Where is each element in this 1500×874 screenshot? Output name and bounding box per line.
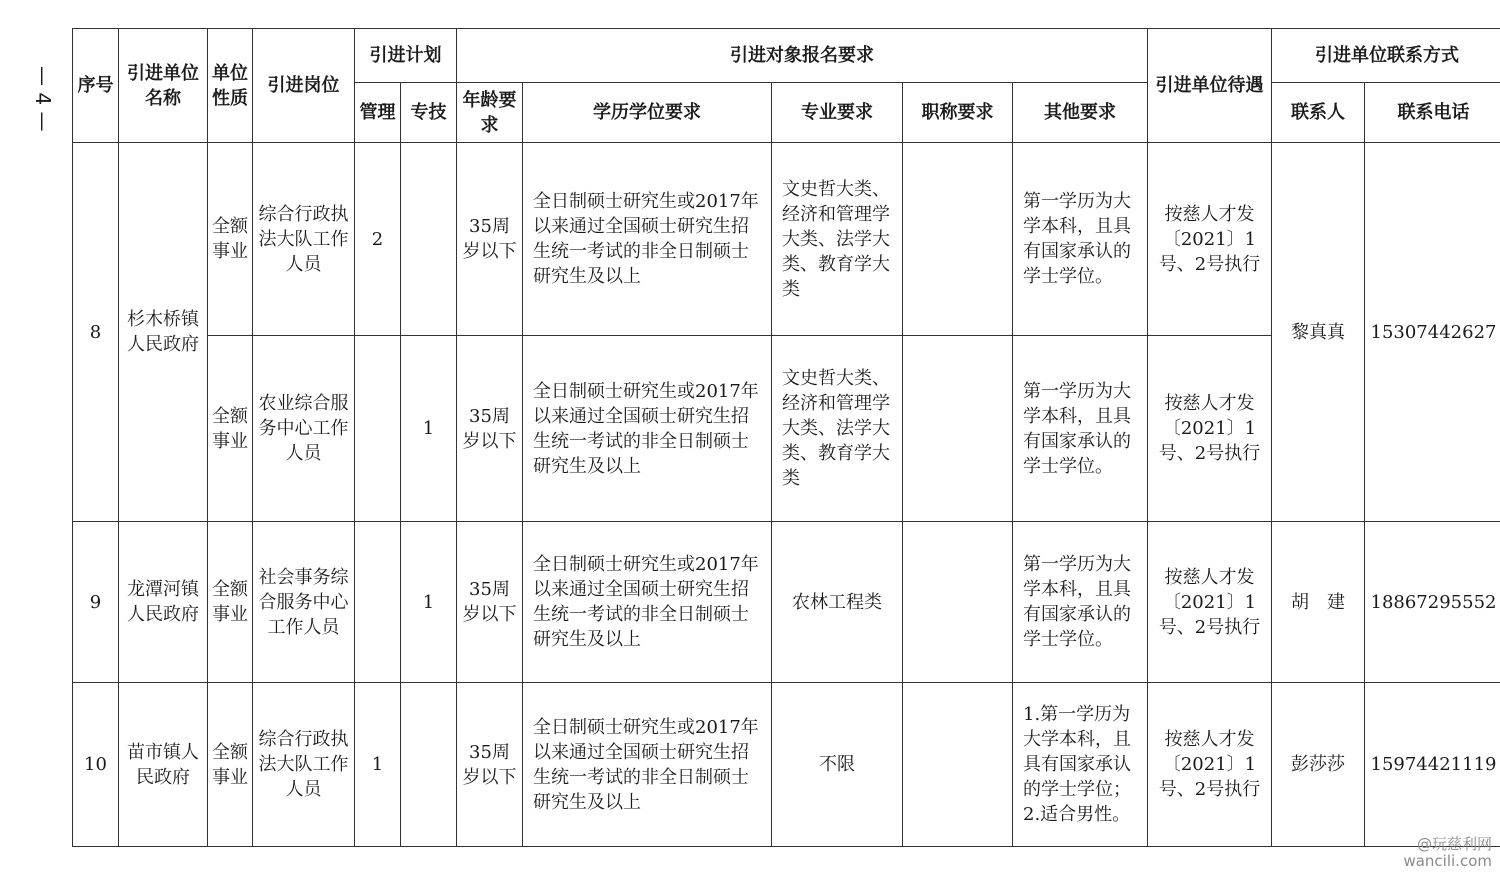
cell-seq: 10: [73, 683, 119, 847]
header-title: 职称要求: [903, 83, 1013, 143]
header-education: 学历学位要求: [523, 83, 772, 143]
header-row-1: [73, 29, 1500, 83]
cell-title: [903, 336, 1013, 522]
cell-treatment: 按慈人才发〔2021〕1号、2号执行: [1148, 522, 1272, 683]
cell-tech: [401, 143, 457, 336]
header-contact-phone: 联系电话: [1365, 83, 1500, 143]
cell-age: 35周岁以下: [457, 683, 523, 847]
cell-age: 35周岁以下: [457, 143, 523, 336]
cell-other: 第一学历为大学本科，且具有国家承认的学士学位。: [1013, 143, 1148, 336]
cell-other: 第一学历为大学本科，且具有国家承认的学士学位。: [1013, 522, 1148, 683]
cell-mgmt: 2: [355, 143, 401, 336]
header-unit: 引进单位名称: [119, 29, 208, 143]
cell-title: [903, 522, 1013, 683]
cell-mgmt: [355, 336, 401, 522]
cell-post: 综合行政执法大队工作人员: [253, 683, 355, 847]
cell-contact-phone: 15974421119: [1365, 683, 1500, 847]
table-row: [73, 143, 1500, 336]
header-other: 其他要求: [1013, 83, 1148, 143]
cell-title: [903, 143, 1013, 336]
cell-education: 全日制硕士研究生或2017年以来通过全国硕士研究生招生统一考试的非全日制硕士研究生及以上: [523, 522, 772, 683]
cell-title: [903, 683, 1013, 847]
cell-contact-person: 胡 建: [1272, 522, 1365, 683]
cell-treatment: 按慈人才发〔2021〕1号、2号执行: [1148, 143, 1272, 336]
cell-tech: [401, 683, 457, 847]
cell-contact-phone: 15307442627: [1365, 143, 1500, 522]
watermark-line-1: @玩慈利网: [1416, 835, 1492, 853]
header-post: 引进岗位: [253, 29, 355, 143]
header-nature: 单位性质: [208, 29, 253, 143]
cell-contact-person: 彭莎莎: [1272, 683, 1365, 847]
header-plan-tech: 专技: [401, 83, 457, 143]
header-plan-mgmt: 管理: [355, 83, 401, 143]
cell-major: 农林工程类: [772, 522, 903, 683]
table-row: [73, 522, 1500, 683]
cell-education: 全日制硕士研究生或2017年以来通过全国硕士研究生招生统一考试的非全日制硕士研究生及以上: [523, 683, 772, 847]
cell-education: 全日制硕士研究生或2017年以来通过全国硕士研究生招生统一考试的非全日制硕士研究生及以上: [523, 336, 772, 522]
cell-unit: 龙潭河镇人民政府: [119, 522, 208, 683]
header-treatment: 引进单位待遇: [1148, 29, 1272, 143]
cell-nature: 全额事业: [208, 336, 253, 522]
cell-post: 综合行政执法大队工作人员: [253, 143, 355, 336]
page-number: — 4 —: [31, 66, 55, 132]
watermark-line-2: wancili.com: [1403, 852, 1492, 870]
cell-unit: 杉木桥镇人民政府: [119, 143, 208, 522]
header-seq: 序号: [73, 29, 119, 143]
cell-education: 全日制硕士研究生或2017年以来通过全国硕士研究生招生统一考试的非全日制硕士研究生及以上: [523, 143, 772, 336]
cell-major: 不限: [772, 683, 903, 847]
cell-other: 第一学历为大学本科，且具有国家承认的学士学位。: [1013, 336, 1148, 522]
header-requirements: 引进对象报名要求: [457, 29, 1148, 83]
table-row: [73, 683, 1500, 847]
cell-post: 社会事务综合服务中心工作人员: [253, 522, 355, 683]
watermark: [1403, 836, 1492, 870]
recruitment-table: [72, 28, 1500, 847]
cell-seq: 9: [73, 522, 119, 683]
cell-nature: 全额事业: [208, 522, 253, 683]
cell-nature: 全额事业: [208, 143, 253, 336]
header-contact-person: 联系人: [1272, 83, 1365, 143]
cell-post: 农业综合服务中心工作人员: [253, 336, 355, 522]
cell-contact-person: 黎真真: [1272, 143, 1365, 522]
cell-treatment: 按慈人才发〔2021〕1号、2号执行: [1148, 683, 1272, 847]
cell-seq: 8: [73, 143, 119, 522]
cell-other: 1.第一学历为大学本科，且具有国家承认的学士学位；2.适合男性。: [1013, 683, 1148, 847]
cell-unit: 苗市镇人民政府: [119, 683, 208, 847]
cell-nature: 全额事业: [208, 683, 253, 847]
header-plan: 引进计划: [355, 29, 457, 83]
header-contact-group: 引进单位联系方式: [1272, 29, 1500, 83]
cell-tech: 1: [401, 522, 457, 683]
cell-tech: 1: [401, 336, 457, 522]
cell-major: 文史哲大类、经济和管理学大类、法学大类、教育学大类: [772, 336, 903, 522]
cell-mgmt: [355, 522, 401, 683]
header-major: 专业要求: [772, 83, 903, 143]
cell-contact-phone: 18867295552: [1365, 522, 1500, 683]
cell-treatment: 按慈人才发〔2021〕1号、2号执行: [1148, 336, 1272, 522]
cell-major: 文史哲大类、经济和管理学大类、法学大类、教育学大类: [772, 143, 903, 336]
cell-age: 35周岁以下: [457, 522, 523, 683]
header-age: 年龄要求: [457, 83, 523, 143]
cell-mgmt: 1: [355, 683, 401, 847]
cell-age: 35周岁以下: [457, 336, 523, 522]
